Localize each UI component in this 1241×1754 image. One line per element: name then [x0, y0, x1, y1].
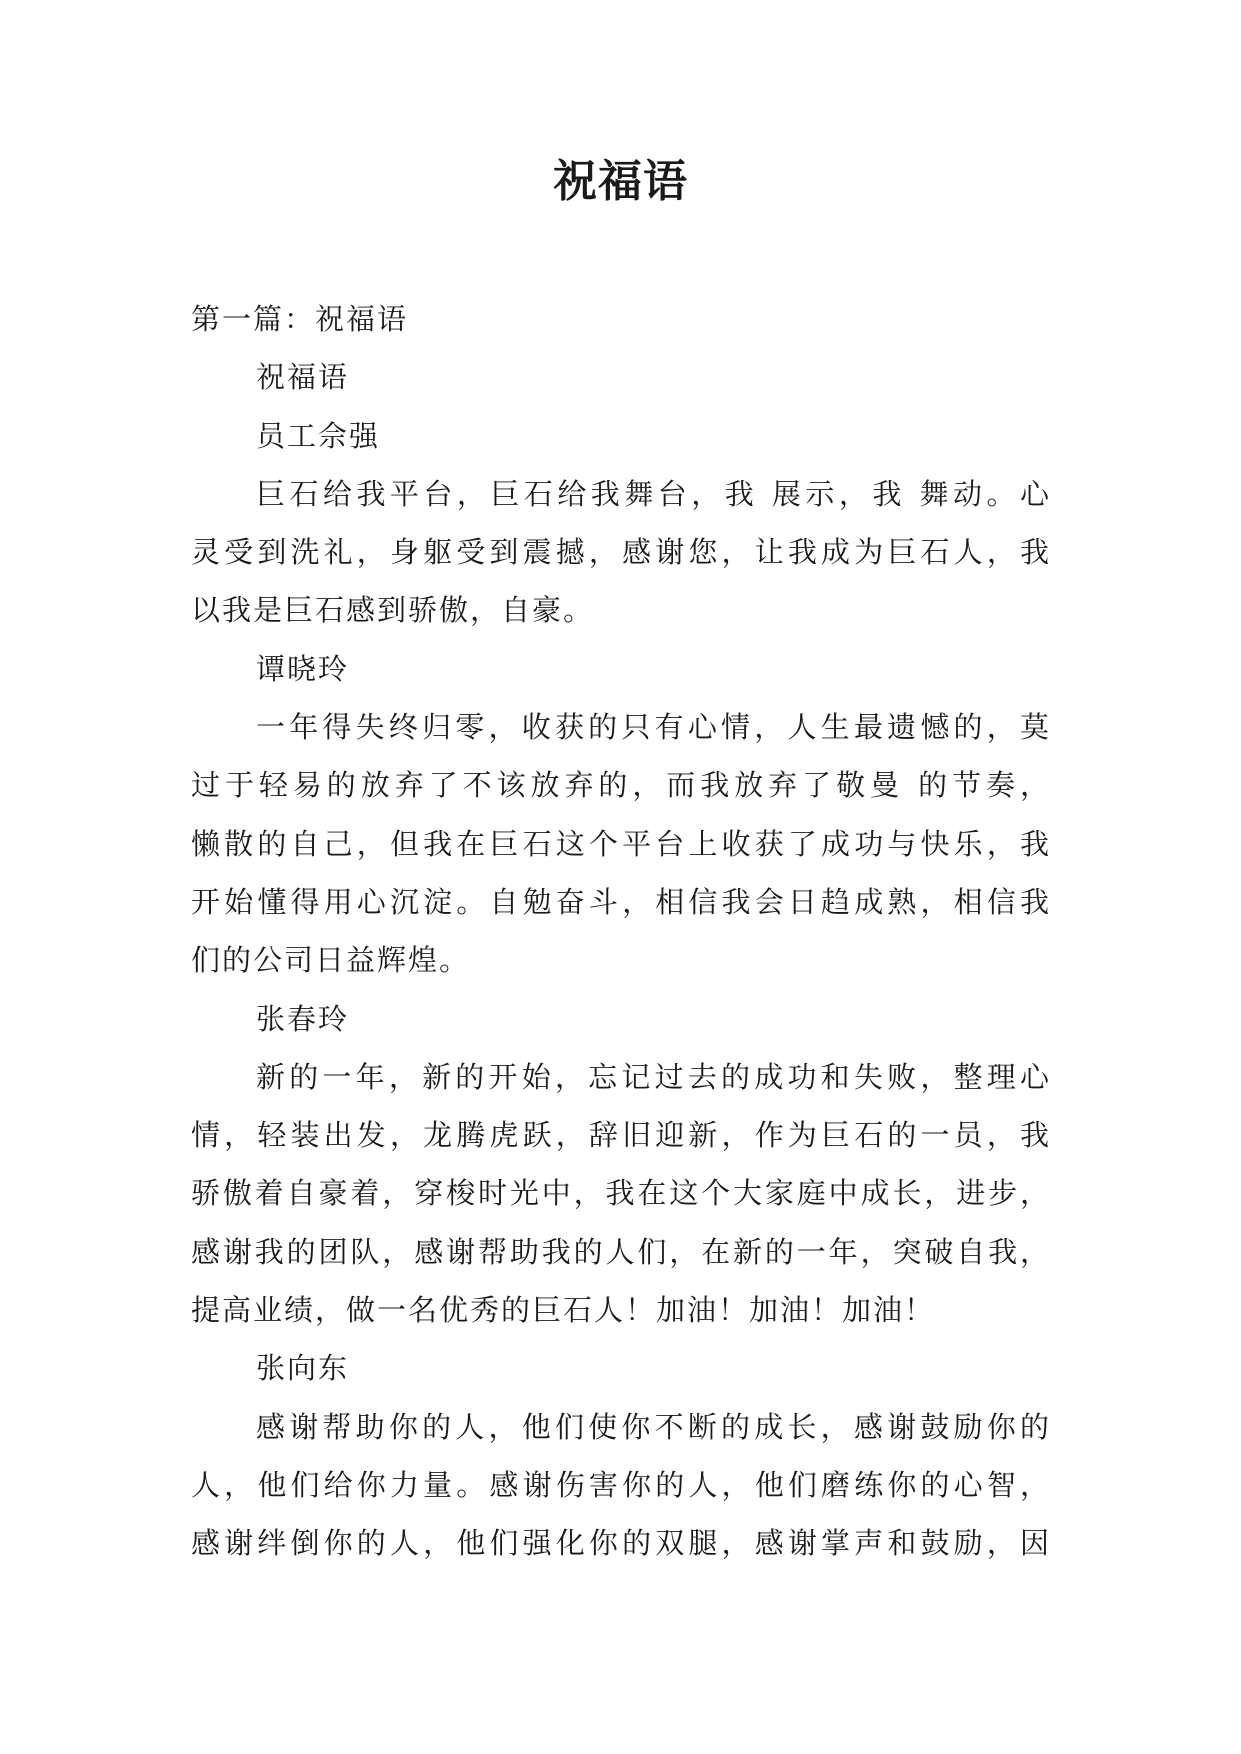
document-body: [191, 290, 1051, 1573]
paragraph-line: 提高业绩，做一名优秀的巨石人！加油！加油！加油！: [191, 1293, 936, 1328]
document-title: 祝福语: [553, 156, 688, 207]
chapter-heading: 第一篇：祝福语: [191, 302, 409, 336]
section-heading: 祝福语: [256, 360, 350, 395]
paragraph-line: 灵受到洗礼，身躯受到震撼，感谢您，让我成为巨石人，我: [191, 535, 1051, 570]
paragraph-line: 感谢绊倒你的人，他们强化你的双腿，感谢掌声和鼓励，因: [191, 1526, 1051, 1561]
paragraph-line: 们的公司日益辉煌。: [191, 943, 471, 978]
paragraph-line: 感谢我的团队，感谢帮助我的人们，在新的一年，突破自我，: [191, 1234, 1051, 1269]
paragraph-line: 过于轻易的放弃了不该放弃的，而我放弃了敬曼 的节奏，: [191, 768, 1051, 803]
author-name: 谭晓玲: [256, 651, 350, 686]
paragraph-line: 懒散的自己，但我在巨石这个平台上收获了成功与快乐，我: [191, 826, 1051, 861]
paragraph-line: 以我是巨石感到骄傲，自豪。: [191, 593, 595, 628]
paragraph-line: 人，他们给你力量。感谢伤害你的人，他们磨练你的心智，: [191, 1467, 1051, 1502]
paragraph-line: 巨石给我平台，巨石给我舞台，我 展示，我 舞动。心: [256, 476, 1051, 511]
paragraph-line: 新的一年，新的开始，忘记过去的成功和失败，整理心: [256, 1059, 1051, 1094]
paragraph-line: 一年得失终归零，收获的只有心情，人生最遗憾的，莫: [256, 710, 1051, 745]
author-name: 张向东: [256, 1351, 350, 1386]
author-name: 员工佘强: [256, 418, 381, 453]
paragraph-line: 开始懂得用心沉淀。自勉奋斗，相信我会日趋成熟，相信我: [191, 884, 1051, 919]
paragraph-line: 感谢帮助你的人，他们使你不断的成长，感谢鼓励你的: [256, 1409, 1051, 1444]
paragraph-line: 情，轻装出发，龙腾虎跃，辞旧迎新，作为巨石的一员，我: [191, 1118, 1051, 1153]
paragraph-line: 骄傲着自豪着，穿梭时光中，我在这个大家庭中成长，进步，: [191, 1176, 1051, 1211]
author-name: 张春玲: [256, 1001, 350, 1036]
